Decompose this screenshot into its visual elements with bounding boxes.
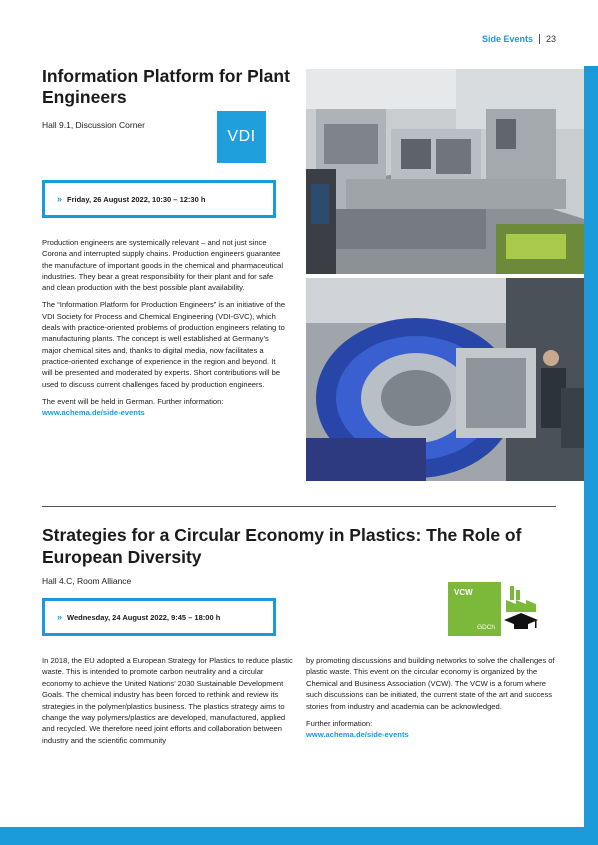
section-divider [42, 506, 556, 507]
event2-paragraph: by promoting discussions and building networks to solve the challenges of plastic waste. This event on the circular economy is organized by the Chemical and Business Association (VCW). The VCW is a forum where such discussions can be initiated, the current state of the art and success stories from industry and academia can be acknowledged. [306, 656, 555, 711]
event2-further-info: Further information: [306, 719, 373, 729]
chevron-right-icon: » [57, 612, 63, 622]
header-divider [539, 34, 540, 44]
event2-title: Strategies for a Circular Economy in Plastics: The Role of European Diversity [42, 525, 522, 567]
process-machine-photo [306, 278, 584, 481]
event1-paragraph: The event will be held in German. Further information: [42, 396, 224, 406]
event2-link[interactable]: www.achema.de/side-events [306, 730, 409, 740]
page-header [482, 34, 556, 44]
gdch-logo-text: GDCh [476, 624, 495, 631]
page-number: 23 [545, 34, 556, 44]
right-accent-bar [584, 66, 598, 845]
chevron-right-icon: » [57, 194, 63, 204]
event1-link[interactable]: www.achema.de/side-events [42, 408, 145, 418]
event1-date: Friday, 26 August 2022, 10:30 – 12:30 h [67, 194, 206, 204]
event1-date-box [42, 180, 276, 218]
section-title: Side Events [481, 34, 533, 44]
event2-paragraph: In 2018, the EU adopted a European Strategy for Plastics to reduce plastic waste. This is intended to promote carbon neutrality and a circular economy to achieve the United Nations’ 2030 Sustainable Development Goals. The chemical industry has been forced to rethink and review its strategies in the polymer/plastics business. The plastics strategy aims to change the way polymers/plastics are developed, manufactured, applied and recycled. We therefore need joint efforts and collaboration between industry and the scientific community [42, 656, 293, 745]
production-line-photo [306, 69, 584, 274]
event1-paragraph: The “Information Platform for Production Engineers” is an initiative of the VDI Society for Process and Chemical Engineering (VDI-GVC), which deals with practice-oriented problems of production engineers relating to manufacturing plants. The concept is well established at Germany’s major chemical sites and, thanks to digital media, now facilitates a practice-oriented exchange of experience in the region and beyond. It will be presented and moderated by experts. Short contributions will be used to discuss current challenges faced by production engineers. [42, 300, 286, 389]
event2-date: Wednesday, 24 August 2022, 9:45 – 18:00 h [67, 612, 221, 622]
event2-date-box [42, 598, 276, 636]
event2-location: Hall 4.C, Room Alliance [42, 576, 132, 586]
factory-graduation-icon [502, 582, 540, 636]
vcw-logo [448, 582, 501, 636]
event1-paragraph: Production engineers are systemically relevant – and not just since Corona and interrupted supply chains. Production engineers guarantee the manufacture of important goods in the chemical and pharmaceutical industries. They bear a great responsibility for their plant and for safe and clean production with the best possible plant availability. [42, 238, 284, 293]
bottom-accent-bar [0, 827, 598, 845]
vdi-logo [217, 111, 266, 163]
event1-title: Information Platform for Plant Engineers [42, 66, 290, 107]
event1-body [42, 237, 287, 418]
vdi-logo-text: VDI [227, 128, 256, 145]
event1-location: Hall 9.1, Discussion Corner [42, 120, 145, 130]
event2-body-left [42, 655, 294, 752]
vcw-logo-text: VCW [454, 588, 473, 597]
event2-body-right [306, 655, 558, 741]
